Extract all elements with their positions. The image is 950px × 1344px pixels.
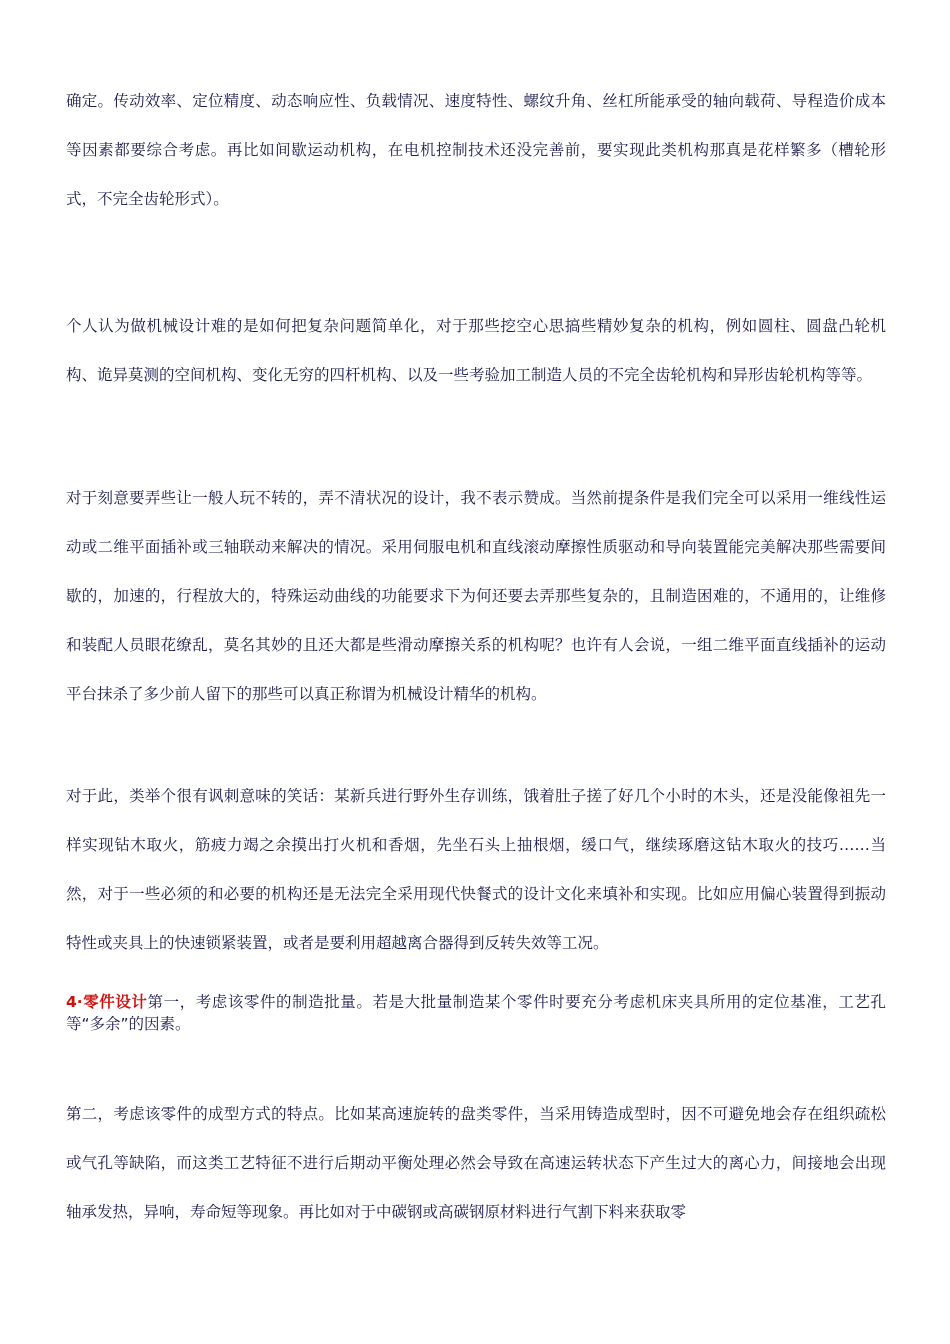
paragraph-forming-method: 第二，考虑该零件的成型方式的特点。比如某高速旋转的盘类零件，当采用铸造成型时，因不可避免地会存在组织疏松或气孔等缺陷，而这类工艺特征不进行后期动平衡处理必然会导致在高速运转状态下产生过大的离心力，间接地会出现轴承发热，异响，寿命短等现象。再比如对于中碳钢或高碳钢原材料进行气割下料来获取零 [66,1105,886,1221]
paragraph-linear-motion: 对于刻意要弄些让一般人玩不转的，弄不清状况的设计，我不表示赞成。当然前提条件是我们完全可以采用一维线性运动或二维平面插补或三轴联动来解决的情况。采用伺服电机和直线滚动摩擦性质驱动和导向装置能完美解决那些需要间歇的，加速的，行程放大的，特殊运动曲线的功能要求下为何还要去弄那些复杂的，且制造困难的，不通用的，让维修和装配人员眼花缭乱，莫名其妙的且还大都是些滑动摩擦关系的机构呢？也许有人会说，一组二维平面直线插补的运动平台抹杀了多少前人留下的那些可以真正称谓为机械设计精华的机构。 [66,489,886,703]
paragraph-transmission: 确定。传动效率、定位精度、动态响应性、负载情况、速度特性、螺纹升角、丝杠所能承受的轴向载荷、导程造价成本等因素都要综合考虑。再比如间歇运动机构，在电机控制技术还没完善前，要实现此类机构那真是花样繁多（槽轮形式，不完全齿轮形式）。 [66,92,886,208]
paragraph-joke: 对于此，类举个很有讽刺意味的笑话：某新兵进行野外生存训练，饿着肚子搓了好几个小时的木头，还是没能像祖先一样实现钻木取火，筋疲力竭之余摸出打火机和香烟，先坐石头上抽根烟，缓口气，继续琢磨这钻木取火的技巧……当然，对于一些必须的和必要的机构还是无法完全采用现代快餐式的设计文化来填补和实现。比如应用偏心装置得到振动特性或夹具上的快速锁紧装置，或者是要利用超越离合器得到反转失效等工况。 [66,787,886,952]
section-text: 第一，考虑该零件的制造批量。若是大批量制造某个零件时要充分考虑机床夹具所用的定位基准，工艺孔等“多余”的因素。 [66,993,886,1033]
section-heading: 4·零件设计 [66,993,148,1011]
paragraph-simplify: 个人认为做机械设计难的是如何把复杂问题简单化，对于那些挖空心思搞些精妙复杂的机构，例如圆柱、圆盘凸轮机构、诡异莫测的空间机构、变化无穷的四杆机构、以及一些考验加工制造人员的不完全齿轮机构和异形齿轮机构等等。 [66,317,886,384]
section-part-design [66,991,886,1035]
